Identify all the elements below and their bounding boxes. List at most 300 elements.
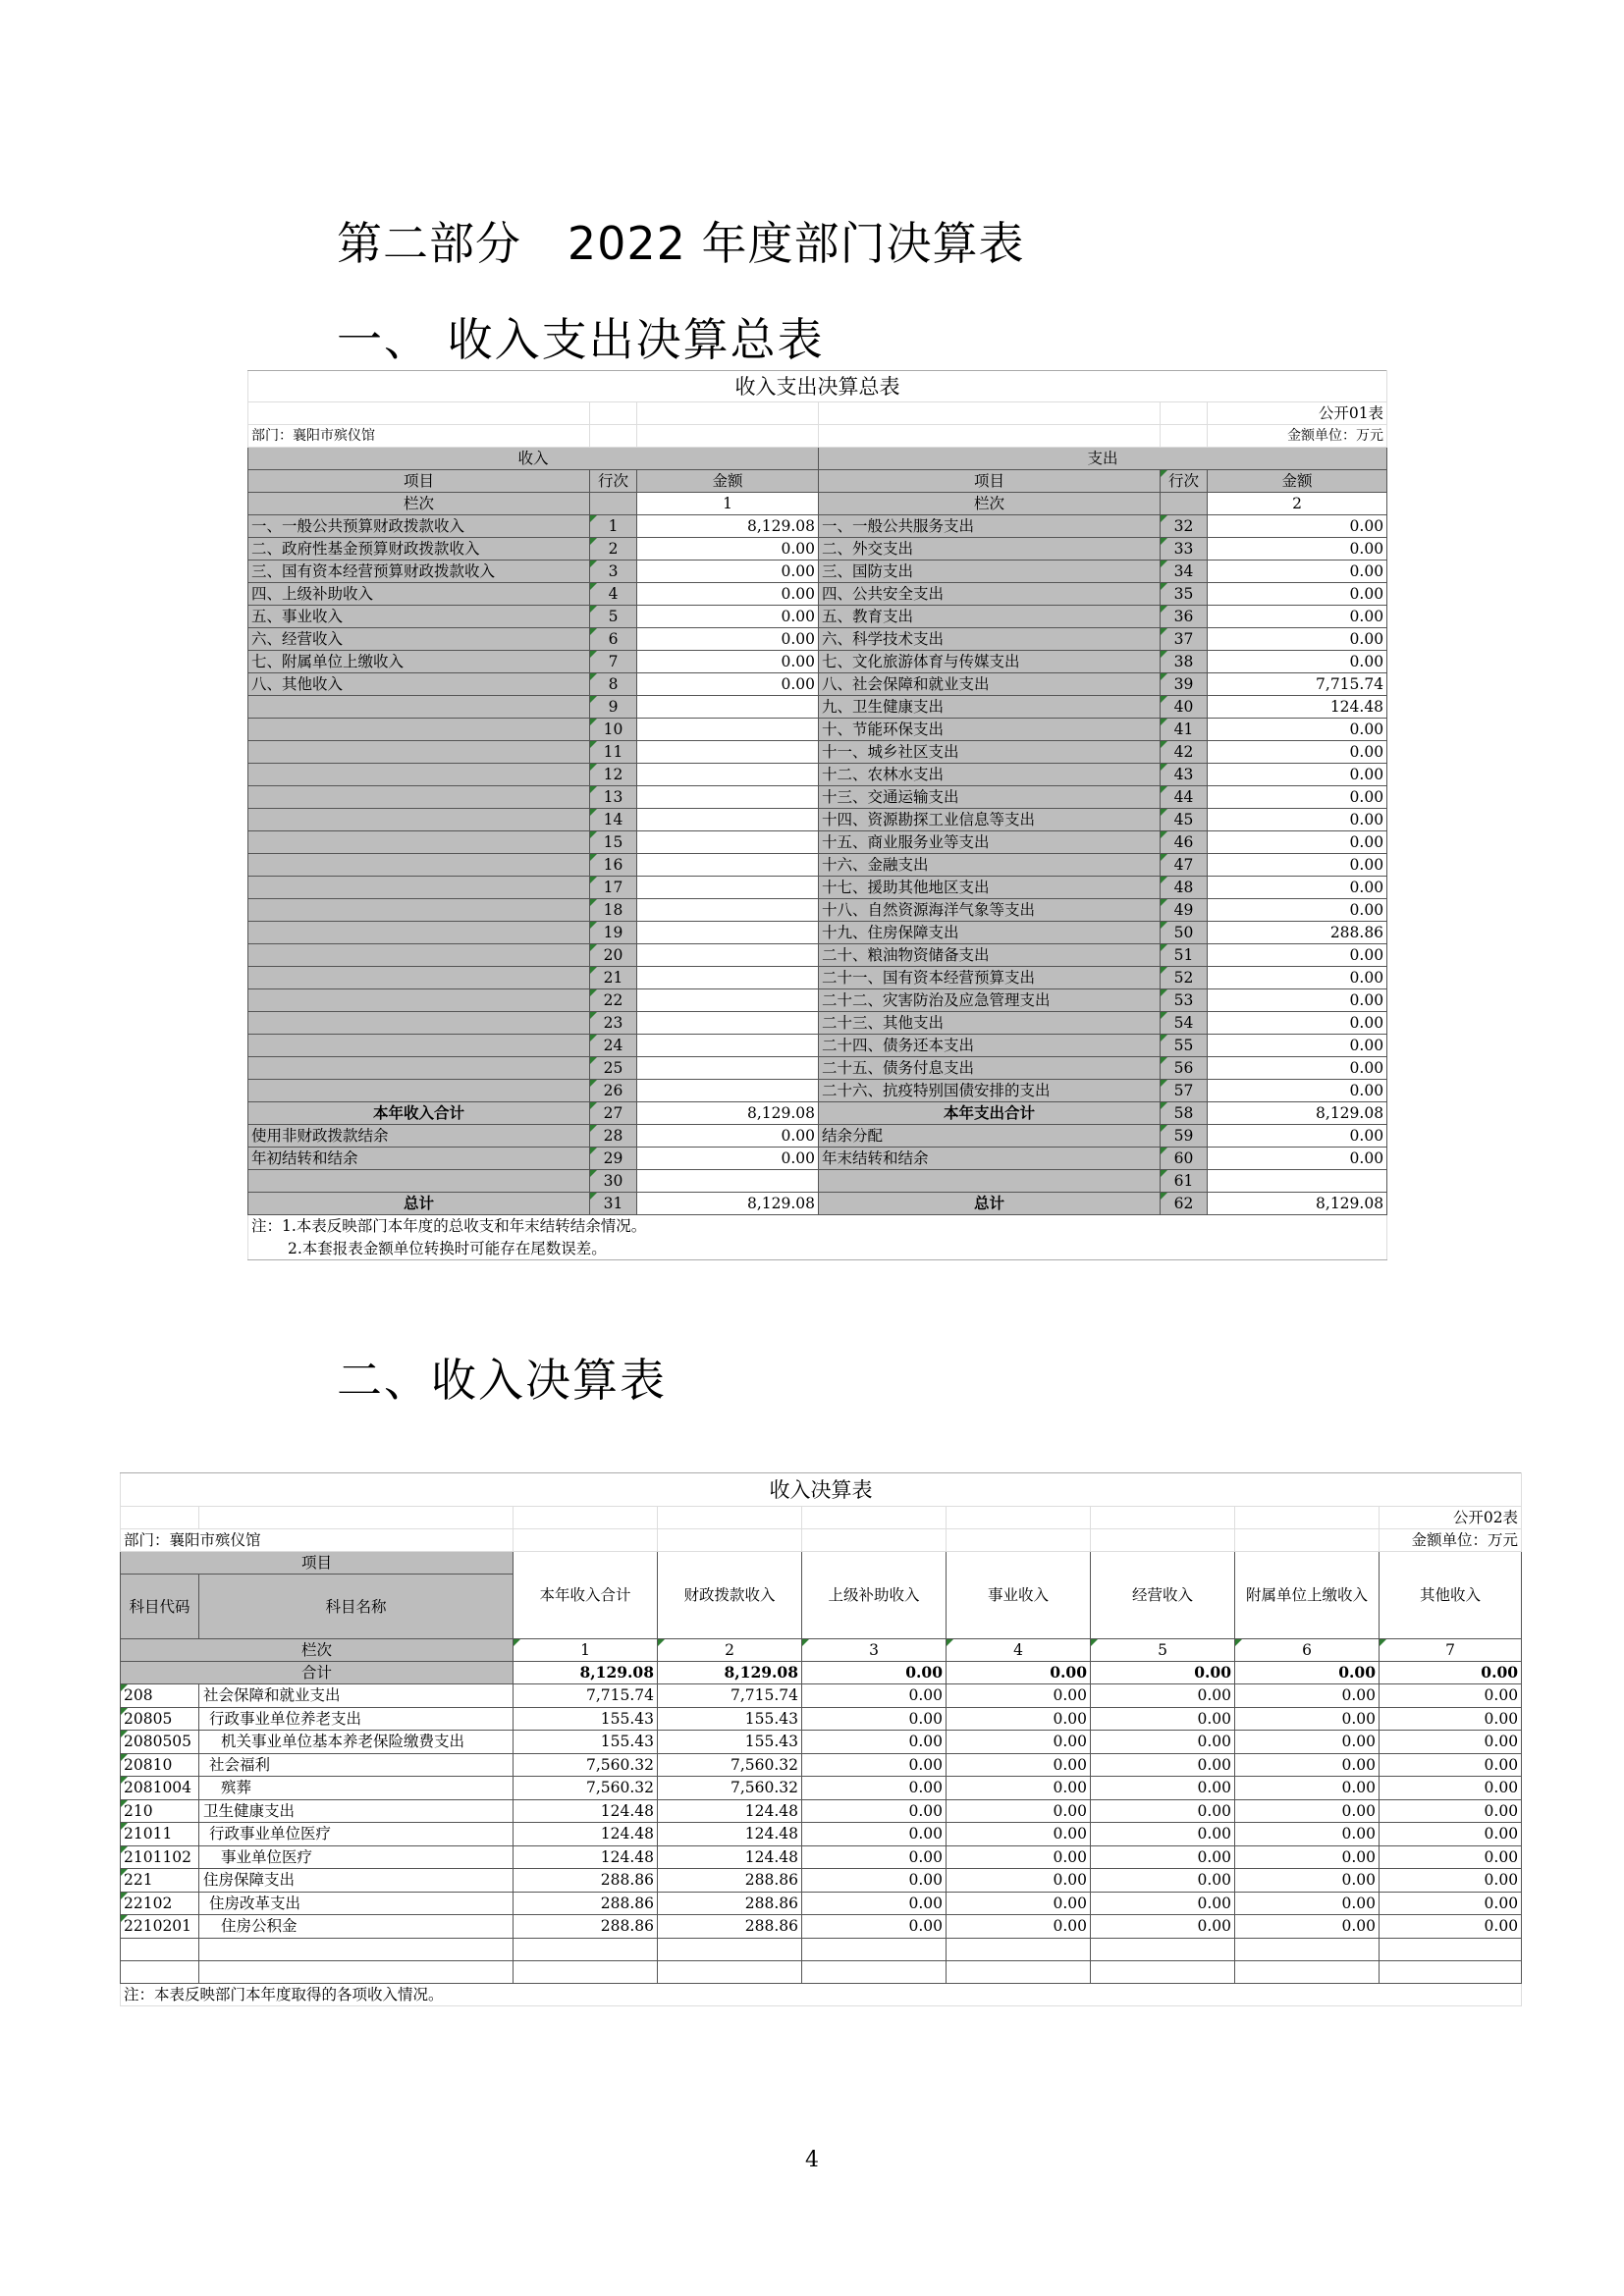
item-header: 项目 — [248, 470, 590, 493]
table-row — [248, 922, 1387, 944]
expense-amount: 0.00 — [1208, 628, 1387, 651]
income-item — [248, 967, 590, 989]
expense-amount: 0.00 — [1208, 764, 1387, 786]
table-row — [248, 651, 1387, 673]
expense-amount: 0.00 — [1208, 967, 1387, 989]
amount-cell: 0.00 — [1380, 1753, 1522, 1777]
expense-item: 六、科学技术支出 — [819, 628, 1161, 651]
row-no: 42 — [1161, 741, 1208, 764]
amount-cell: 0.00 — [947, 1684, 1091, 1708]
income-item: 八、其他收入 — [248, 673, 590, 696]
row-no-header: 行次 — [590, 470, 637, 493]
amount-cell: 155.43 — [514, 1707, 658, 1731]
row-no: 57 — [1161, 1080, 1208, 1102]
amount-cell: 0.00 — [947, 1799, 1091, 1823]
row-no: 60 — [1161, 1148, 1208, 1170]
column-no: 1 — [514, 1639, 658, 1662]
row-no: 25 — [590, 1057, 637, 1080]
column-no-label: 栏次 — [819, 493, 1161, 515]
row-no: 55 — [1161, 1035, 1208, 1057]
expense-amount: 0.00 — [1208, 561, 1387, 583]
row-no: 40 — [1161, 696, 1208, 719]
row-no: 34 — [1161, 561, 1208, 583]
unit-label: 金额单位：万元 — [1208, 425, 1387, 448]
income-amount — [637, 764, 819, 786]
row-no: 49 — [1161, 899, 1208, 922]
expense-amount: 0.00 — [1208, 719, 1387, 741]
subject-name: 住房公积金 — [199, 1915, 514, 1939]
table-row — [248, 515, 1387, 538]
expense-amount: 0.00 — [1208, 741, 1387, 764]
income-amount — [637, 719, 819, 741]
table-row — [248, 899, 1387, 922]
income-item — [248, 922, 590, 944]
expense-item: 五、教育支出 — [819, 606, 1161, 628]
income-amount — [637, 831, 819, 854]
table-row — [248, 719, 1387, 741]
amount-cell: 0.00 — [1380, 1892, 1522, 1915]
column-no: 5 — [1091, 1639, 1235, 1662]
amount-cell: 0.00 — [802, 1731, 947, 1754]
table-row — [121, 1823, 1522, 1846]
expense-amount: 0.00 — [1208, 854, 1387, 877]
col-header: 事业收入 — [947, 1552, 1091, 1639]
expense-item: 四、公共安全支出 — [819, 583, 1161, 606]
subject-code: 2081004 — [121, 1777, 199, 1800]
amount-cell: 0.00 — [802, 1799, 947, 1823]
expense-amount: 0.00 — [1208, 944, 1387, 967]
income-item — [248, 1057, 590, 1080]
expense-item: 十八、自然资源海洋气象等支出 — [819, 899, 1161, 922]
subject-code: 22102 — [121, 1892, 199, 1915]
amount-cell: 0.00 — [947, 1777, 1091, 1800]
expense-subtotal-label: 本年支出合计 — [819, 1102, 1161, 1125]
amount-cell: 0.00 — [1380, 1799, 1522, 1823]
row-no: 22 — [590, 989, 637, 1012]
amount-cell: 0.00 — [947, 1845, 1091, 1869]
amount-cell: 124.48 — [514, 1799, 658, 1823]
income-amount — [637, 989, 819, 1012]
table-row — [248, 989, 1387, 1012]
total-value: 0.00 — [802, 1662, 947, 1684]
row-no: 38 — [1161, 651, 1208, 673]
row-no: 9 — [590, 696, 637, 719]
table-row — [121, 1684, 1522, 1708]
income-amount — [637, 922, 819, 944]
row-no: 52 — [1161, 967, 1208, 989]
expense-item: 十四、资源勘探工业信息等支出 — [819, 809, 1161, 831]
income-item — [248, 719, 590, 741]
amount-cell: 0.00 — [1235, 1915, 1380, 1939]
row-no: 29 — [590, 1148, 637, 1170]
income-amount — [637, 944, 819, 967]
income-item: 二、政府性基金预算财政拨款收入 — [248, 538, 590, 561]
amount-cell: 0.00 — [1235, 1892, 1380, 1915]
subject-code: 2101102 — [121, 1845, 199, 1869]
row-no: 16 — [590, 854, 637, 877]
expense-item: 二十二、灾害防治及应急管理支出 — [819, 989, 1161, 1012]
amount-cell: 0.00 — [1235, 1845, 1380, 1869]
col-header: 其他收入 — [1380, 1552, 1522, 1639]
amount-cell: 0.00 — [1235, 1684, 1380, 1708]
table-row — [121, 1869, 1522, 1893]
income-subtotal-amount: 8,129.08 — [637, 1102, 819, 1125]
name-header: 科目名称 — [199, 1575, 514, 1639]
table-row — [248, 673, 1387, 696]
table-row — [248, 786, 1387, 809]
expense-item: 一、一般公共服务支出 — [819, 515, 1161, 538]
row-no: 20 — [590, 944, 637, 967]
amount-cell: 288.86 — [658, 1869, 802, 1893]
amount-cell: 0.00 — [1091, 1892, 1235, 1915]
income-item — [248, 944, 590, 967]
total-value: 0.00 — [1380, 1662, 1522, 1684]
row-no: 12 — [590, 764, 637, 786]
col-header: 经营收入 — [1091, 1552, 1235, 1639]
row-no: 30 — [590, 1170, 637, 1193]
expense-item: 七、文化旅游体育与传媒支出 — [819, 651, 1161, 673]
row-label: 结余分配 — [819, 1125, 1161, 1148]
amount-cell: 0.00 — [1235, 1823, 1380, 1846]
expense-amount: 0.00 — [1208, 651, 1387, 673]
row-no: 56 — [1161, 1057, 1208, 1080]
amount-cell: 0.00 — [1380, 1684, 1522, 1708]
table-row — [248, 854, 1387, 877]
amount-cell: 288.86 — [514, 1892, 658, 1915]
row-no: 26 — [590, 1080, 637, 1102]
amount-cell: 0.00 — [1091, 1707, 1235, 1731]
amount-cell: 155.43 — [514, 1731, 658, 1754]
col-header: 上级补助收入 — [802, 1552, 947, 1639]
income-amount — [637, 854, 819, 877]
row-no: 2 — [590, 538, 637, 561]
amount-header: 金额 — [1208, 470, 1387, 493]
subject-code: 210 — [121, 1799, 199, 1823]
expense-amount: 288.86 — [1208, 922, 1387, 944]
income-amount — [637, 967, 819, 989]
subject-code: 20810 — [121, 1753, 199, 1777]
amount-cell: 0.00 — [1380, 1823, 1522, 1846]
table-row — [121, 1892, 1522, 1915]
column-no: 7 — [1380, 1639, 1522, 1662]
col-header: 附属单位上缴收入 — [1235, 1552, 1380, 1639]
column-no: 4 — [947, 1639, 1091, 1662]
row-no: 3 — [590, 561, 637, 583]
table-row — [121, 1707, 1522, 1731]
expense-item: 十七、援助其他地区支出 — [819, 877, 1161, 899]
amount-cell: 0.00 — [947, 1753, 1091, 1777]
row-no: 19 — [590, 922, 637, 944]
row-amount: 0.00 — [1208, 1148, 1387, 1170]
amount-cell: 288.86 — [658, 1892, 802, 1915]
amount-cell: 0.00 — [1380, 1731, 1522, 1754]
row-no: 6 — [590, 628, 637, 651]
income-item — [248, 1080, 590, 1102]
table-row — [121, 1753, 1522, 1777]
table-row — [121, 1731, 1522, 1754]
total-value: 8,129.08 — [514, 1662, 658, 1684]
total-value: 0.00 — [1235, 1662, 1380, 1684]
section1-heading: 一、 收入支出决算总表 — [337, 313, 825, 366]
income-amount: 0.00 — [637, 673, 819, 696]
item-header: 项目 — [121, 1552, 514, 1575]
expense-item: 十九、住房保障支出 — [819, 922, 1161, 944]
subject-name: 行政事业单位医疗 — [199, 1823, 514, 1846]
table-row — [248, 561, 1387, 583]
amount-cell: 0.00 — [1091, 1753, 1235, 1777]
income-amount — [637, 696, 819, 719]
col-header: 本年收入合计 — [514, 1552, 658, 1639]
income-subtotal-label: 本年收入合计 — [248, 1102, 590, 1125]
row-no: 36 — [1161, 606, 1208, 628]
amount-cell: 0.00 — [802, 1869, 947, 1893]
income-item: 三、国有资本经营预算财政拨款收入 — [248, 561, 590, 583]
table-row — [248, 538, 1387, 561]
note-line-2: 2.本套报表金额单位转换时可能存在尾数误差。 — [248, 1238, 1387, 1260]
total-label: 合计 — [121, 1662, 514, 1684]
table-row — [248, 831, 1387, 854]
row-no: 41 — [1161, 719, 1208, 741]
expense-amount: 0.00 — [1208, 515, 1387, 538]
row-no: 47 — [1161, 854, 1208, 877]
income-amount — [637, 1012, 819, 1035]
table-row — [121, 1799, 1522, 1823]
table-row — [248, 628, 1387, 651]
expense-item: 二十、粮油物资储备支出 — [819, 944, 1161, 967]
subject-name: 社会保障和就业支出 — [199, 1684, 514, 1708]
row-no: 23 — [590, 1012, 637, 1035]
expense-amount: 124.48 — [1208, 696, 1387, 719]
row-no: 33 — [1161, 538, 1208, 561]
amount-cell: 0.00 — [1235, 1731, 1380, 1754]
amount-cell: 0.00 — [802, 1915, 947, 1939]
row-amount: 0.00 — [637, 1125, 819, 1148]
income-amount — [637, 1057, 819, 1080]
row-no: 46 — [1161, 831, 1208, 854]
income-item — [248, 1035, 590, 1057]
subject-name: 殡葬 — [199, 1777, 514, 1800]
amount-cell: 0.00 — [1235, 1869, 1380, 1893]
amount-cell: 0.00 — [947, 1731, 1091, 1754]
column-no: 2 — [658, 1639, 802, 1662]
amount-cell: 0.00 — [802, 1845, 947, 1869]
amount-cell: 124.48 — [658, 1845, 802, 1869]
row-no: 43 — [1161, 764, 1208, 786]
amount-cell: 288.86 — [658, 1915, 802, 1939]
expense-item: 十五、商业服务业等支出 — [819, 831, 1161, 854]
income-item — [248, 696, 590, 719]
amount-cell: 0.00 — [1235, 1799, 1380, 1823]
income-table — [120, 1472, 1522, 2006]
expense-amount: 0.00 — [1208, 809, 1387, 831]
table-row — [248, 606, 1387, 628]
amount-header: 金额 — [637, 470, 819, 493]
subject-name: 住房改革支出 — [199, 1892, 514, 1915]
amount-cell: 0.00 — [1091, 1731, 1235, 1754]
amount-cell: 7,715.74 — [514, 1684, 658, 1708]
expense-item: 二十五、债务付息支出 — [819, 1057, 1161, 1080]
expense-subtotal-amount: 8,129.08 — [1208, 1102, 1387, 1125]
amount-cell: 0.00 — [947, 1915, 1091, 1939]
amount-cell: 0.00 — [947, 1707, 1091, 1731]
amount-cell: 0.00 — [1380, 1707, 1522, 1731]
subject-name: 住房保障支出 — [199, 1869, 514, 1893]
amount-cell: 124.48 — [658, 1799, 802, 1823]
total-label: 总计 — [248, 1193, 590, 1215]
amount-cell: 0.00 — [947, 1823, 1091, 1846]
department-label: 部门：襄阳市殡仪馆 — [248, 425, 590, 448]
expense-item: 十二、农林水支出 — [819, 764, 1161, 786]
amount-cell: 0.00 — [1091, 1684, 1235, 1708]
table-row — [248, 1080, 1387, 1102]
expense-item: 二十一、国有资本经营预算支出 — [819, 967, 1161, 989]
form-number: 公开02表 — [1380, 1507, 1522, 1529]
amount-cell: 0.00 — [947, 1892, 1091, 1915]
amount-cell: 0.00 — [1235, 1777, 1380, 1800]
expense-amount: 0.00 — [1208, 606, 1387, 628]
row-no: 4 — [590, 583, 637, 606]
row-no: 17 — [590, 877, 637, 899]
expense-amount: 0.00 — [1208, 1080, 1387, 1102]
amount-cell: 0.00 — [1091, 1777, 1235, 1800]
column-no: 3 — [802, 1639, 947, 1662]
row-no: 15 — [590, 831, 637, 854]
subject-name: 机关事业单位基本养老保险缴费支出 — [199, 1731, 514, 1754]
income-amount — [637, 1035, 819, 1057]
amount-cell: 0.00 — [802, 1707, 947, 1731]
expense-amount: 0.00 — [1208, 583, 1387, 606]
expense-header: 支出 — [819, 448, 1387, 470]
expense-item: 二十四、债务还本支出 — [819, 1035, 1161, 1057]
row-no: 48 — [1161, 877, 1208, 899]
income-item — [248, 764, 590, 786]
row-no: 54 — [1161, 1012, 1208, 1035]
income-amount — [637, 809, 819, 831]
row-no: 45 — [1161, 809, 1208, 831]
amount-cell: 0.00 — [1380, 1777, 1522, 1800]
amount-cell: 7,560.32 — [514, 1753, 658, 1777]
table-row — [121, 1777, 1522, 1800]
income-amount: 0.00 — [637, 538, 819, 561]
subject-code: 20805 — [121, 1707, 199, 1731]
amount-cell: 0.00 — [802, 1753, 947, 1777]
amount-cell: 0.00 — [1091, 1799, 1235, 1823]
income-amount — [637, 877, 819, 899]
part-heading: 第二部分 2022 年度部门决算表 — [337, 217, 1025, 270]
expense-item: 八、社会保障和就业支出 — [819, 673, 1161, 696]
subject-code: 221 — [121, 1869, 199, 1893]
expense-item: 二、外交支出 — [819, 538, 1161, 561]
income-amount — [637, 1080, 819, 1102]
amount-cell: 0.00 — [802, 1892, 947, 1915]
expense-amount: 0.00 — [1208, 1012, 1387, 1035]
expense-item: 十、节能环保支出 — [819, 719, 1161, 741]
note-line: 注：本表反映部门本年度取得的各项收入情况。 — [121, 1983, 1522, 2005]
income-item: 一、一般公共预算财政拨款收入 — [248, 515, 590, 538]
section2-heading: 二、收入决算表 — [337, 1354, 667, 1407]
table-row — [248, 696, 1387, 719]
row-no: 62 — [1161, 1193, 1208, 1215]
expense-amount: 0.00 — [1208, 1035, 1387, 1057]
subject-code: 2080505 — [121, 1731, 199, 1754]
table-row — [248, 809, 1387, 831]
table-title: 收入支出决算总表 — [248, 371, 1387, 402]
row-no: 35 — [1161, 583, 1208, 606]
row-no: 58 — [1161, 1102, 1208, 1125]
income-item: 六、经营收入 — [248, 628, 590, 651]
expense-amount: 7,715.74 — [1208, 673, 1387, 696]
subject-code: 208 — [121, 1684, 199, 1708]
item-header: 项目 — [819, 470, 1161, 493]
expense-amount: 0.00 — [1208, 989, 1387, 1012]
expense-amount: 0.00 — [1208, 1057, 1387, 1080]
subject-name: 行政事业单位养老支出 — [199, 1707, 514, 1731]
amount-cell: 0.00 — [947, 1869, 1091, 1893]
row-no: 31 — [590, 1193, 637, 1215]
row-no: 24 — [590, 1035, 637, 1057]
amount-cell: 0.00 — [1091, 1869, 1235, 1893]
row-no: 59 — [1161, 1125, 1208, 1148]
table-row — [248, 1035, 1387, 1057]
expense-item: 二十六、抗疫特别国债安排的支出 — [819, 1080, 1161, 1102]
table-row — [248, 967, 1387, 989]
row-no: 5 — [590, 606, 637, 628]
row-amount: 0.00 — [1208, 1125, 1387, 1148]
income-item: 四、上级补助收入 — [248, 583, 590, 606]
column-no: 1 — [637, 493, 819, 515]
expense-item: 十六、金融支出 — [819, 854, 1161, 877]
amount-cell: 0.00 — [1380, 1869, 1522, 1893]
row-no: 37 — [1161, 628, 1208, 651]
row-no: 44 — [1161, 786, 1208, 809]
income-item — [248, 786, 590, 809]
income-amount — [637, 741, 819, 764]
expense-item: 十三、交通运输支出 — [819, 786, 1161, 809]
column-no-label: 栏次 — [248, 493, 590, 515]
income-amount: 0.00 — [637, 583, 819, 606]
income-item — [248, 899, 590, 922]
row-amount: 0.00 — [637, 1148, 819, 1170]
page-number: 4 — [805, 2148, 819, 2172]
code-header: 科目代码 — [121, 1575, 199, 1639]
amount-cell: 0.00 — [802, 1777, 947, 1800]
row-no: 8 — [590, 673, 637, 696]
income-item — [248, 1012, 590, 1035]
total-amount: 8,129.08 — [637, 1193, 819, 1215]
amount-cell: 124.48 — [658, 1823, 802, 1846]
amount-cell: 0.00 — [1091, 1915, 1235, 1939]
department-label: 部门：襄阳市殡仪馆 — [121, 1529, 514, 1552]
income-amount: 8,129.08 — [637, 515, 819, 538]
amount-cell: 0.00 — [802, 1684, 947, 1708]
amount-cell: 0.00 — [1380, 1845, 1522, 1869]
total-label: 总计 — [819, 1193, 1161, 1215]
expense-item: 九、卫生健康支出 — [819, 696, 1161, 719]
expense-amount: 0.00 — [1208, 786, 1387, 809]
expense-item: 三、国防支出 — [819, 561, 1161, 583]
row-no-header: 行次 — [1161, 470, 1208, 493]
row-no: 61 — [1161, 1170, 1208, 1193]
subject-name: 社会福利 — [199, 1753, 514, 1777]
row-no: 27 — [590, 1102, 637, 1125]
table-row — [248, 583, 1387, 606]
row-no: 1 — [590, 515, 637, 538]
form-number: 公开01表 — [1208, 402, 1387, 425]
table-row — [248, 944, 1387, 967]
income-item: 五、事业收入 — [248, 606, 590, 628]
amount-cell: 155.43 — [658, 1731, 802, 1754]
row-label: 使用非财政拨款结余 — [248, 1125, 590, 1148]
